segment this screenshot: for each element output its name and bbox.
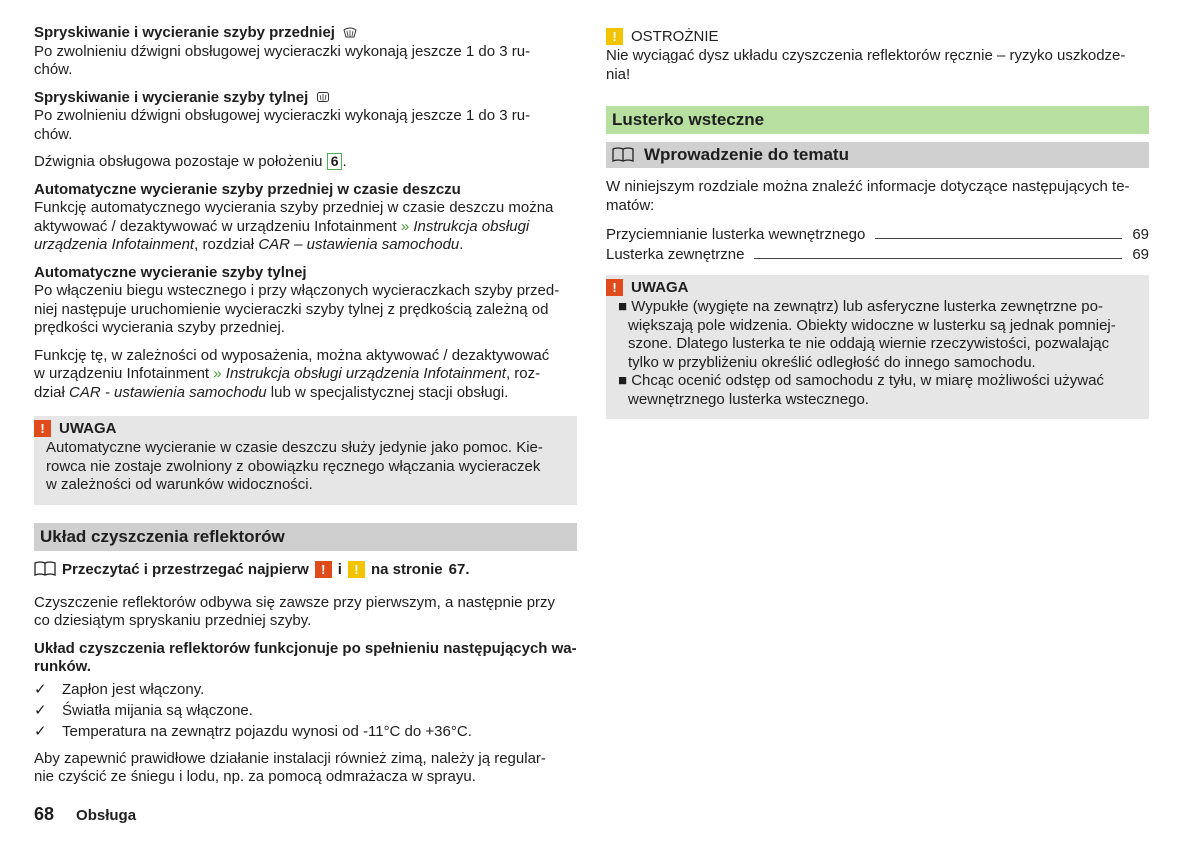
page-number: 68 <box>34 804 55 824</box>
warning-icon: ! <box>315 561 332 578</box>
func-text-2: , roz- dział <box>34 365 541 401</box>
front-wash-text: Po zwolnieniu dźwigni obsługowej wycieraczki wykonają jeszcze 1 do 3 ru- chów. <box>34 42 531 78</box>
caution-text: Nie wyciągać dysz układu czyszczenia reflektorów ręcznie – ryzyko uszkodze- nia! <box>606 47 1126 83</box>
condition-text: Temperatura na zewnątrz pojazdu wynosi od -11°C do +36°C. <box>62 722 472 740</box>
rain-arrow: » <box>396 217 414 235</box>
rain-text-2: , rozdział <box>194 236 259 253</box>
front-wash-heading <box>34 24 577 43</box>
toc-page: 69 <box>1132 226 1149 243</box>
rain-infotainment-link[interactable]: Instrukcja obsługi urządzenia Infotainment <box>34 217 530 253</box>
headlight-section-title: Układ czyszczenia reflektorów <box>34 523 577 551</box>
rain-note-header <box>34 420 565 437</box>
list-item <box>34 700 577 721</box>
book-icon <box>612 147 634 163</box>
toc-leader <box>754 258 1122 259</box>
toc-list <box>606 225 1149 265</box>
toc-page: 69 <box>1132 246 1149 263</box>
rain-wipe-heading: Automatyczne wycieranie szyby przedniej w czasie deszczu <box>34 180 461 198</box>
list-item: ■ Wypukłe (wygięte na zewnątrz) lub asferyczne lusterka zewnętrzne po- większają pole widzenia. Obiekty widoczne w lusterku są jednak pomniej- szone. Dlatego lusterka te nie oddają wiernie rzeczywistości, pozwalając tylko w przybliżeniu określić odległość do innego samochodu. <box>618 298 1116 371</box>
mirror-note-list <box>618 298 1137 409</box>
toc-label: Przyciemnianie lusterka wewnętrznego <box>606 226 866 243</box>
caution-icon: ! <box>606 28 623 45</box>
conditions-heading: Układ czyszczenia reflektorów funkcjonuje po spełnieniu następujących wa- runków. <box>34 639 577 675</box>
list-item <box>34 679 577 700</box>
list-item: ■ Chcąc ocenić odstęp od samochodu z tyłu, w miarę możliwości używać wewnętrznego lusterka wstecznego. <box>618 372 1104 408</box>
mirror-section-title: Lusterko wsteczne <box>606 106 1149 134</box>
check-icon: ✓ <box>34 701 47 719</box>
read-first-text: Przeczytać i przestrzegać najpierw <box>62 560 309 578</box>
rain-text-3: . <box>459 236 464 253</box>
read-first-line <box>34 561 577 578</box>
rear-wash-text: Po zwolnieniu dźwigni obsługowej wycieraczki wykonają jeszcze 1 do 3 ru- chów. <box>34 107 531 143</box>
intro-text: W niniejszym rozdziale można znaleźć informacje dotyczące następujących te- matów: <box>606 178 1130 214</box>
check-icon: ✓ <box>34 722 47 740</box>
caution-title: OSTROŻNIE <box>631 28 719 45</box>
read-and: i <box>337 560 342 578</box>
rear-auto-text: Po włączeniu biegu wstecznego i przy włączonych wycieraczkach szyby przed- niej następuje uruchomienie wycieraczki szyby tylnej z prędkością zależną od prędkości wycierania szyby przedniej. <box>34 282 560 336</box>
rain-note-text: Automatyczne wycieranie w czasie deszczu służy jedynie jako pomoc. Kie- rowca nie zostaje zwolniony z obowiązku ręcznego włączania wycieraczek w zależności od warunków widoczności. <box>46 439 543 493</box>
rain-note-box <box>34 416 577 505</box>
check-icon: ✓ <box>34 680 47 698</box>
toc-label: Lusterka zewnętrzne <box>606 246 745 263</box>
toc-row[interactable] <box>606 245 1149 265</box>
toc-leader <box>875 238 1122 239</box>
rain-car-settings-link[interactable]: CAR – ustawienia samochodu <box>258 236 460 253</box>
conditions-list <box>34 679 577 742</box>
book-icon <box>34 561 56 577</box>
lever-position-ref[interactable]: 6 <box>327 153 343 170</box>
func-text-1: Funkcję tę, w zależności od wyposażenia, można aktywować / dezaktywować w urządzeniu Infotainment <box>34 346 550 382</box>
function-activation-text <box>34 347 577 403</box>
list-item <box>34 721 577 742</box>
rain-wipe-text <box>34 199 577 255</box>
caution-icon: ! <box>348 561 365 578</box>
footer-section: Obsługa <box>76 807 137 824</box>
mirror-note-box <box>606 275 1149 419</box>
winter-text: Aby zapewnić prawidłowe działanie instalacji również zimą, należy ją regular- nie czyścić ze śniegu i lodu, np. za pomocą odmrażacza w sprayu. <box>34 749 546 785</box>
rear-wash-heading <box>34 89 577 108</box>
func-arrow: » <box>209 365 226 382</box>
intro-header <box>606 142 1149 168</box>
func-car-settings-link[interactable]: CAR - ustawienia samochodu <box>69 383 267 401</box>
caution-block <box>606 28 1149 84</box>
rain-note-title: UWAGA <box>59 420 117 437</box>
lever-text: Dźwignia obsługowa pozostaje w położeniu <box>34 153 323 170</box>
mirror-note-title: UWAGA <box>631 279 689 296</box>
page-footer <box>34 804 136 825</box>
left-column <box>34 24 577 787</box>
read-on-page: na stronie <box>370 560 443 578</box>
front-wash-heading-text: Spryskiwanie i wycieranie szyby przedniej <box>34 24 335 41</box>
condition-text: Zapłon jest włączony. <box>62 680 205 698</box>
headlight-clean-text: Czyszczenie reflektorów odbywa się zawsze przy pierwszym, a następnie przy co dziesiątym spryskaniu przedniej szyby. <box>34 593 556 629</box>
mirror-note-header <box>606 279 1137 296</box>
lever-position-text <box>34 153 577 172</box>
caution-header <box>606 28 1149 45</box>
rear-auto-heading: Automatyczne wycieranie szyby tylnej <box>34 263 307 281</box>
warning-icon: ! <box>34 420 51 437</box>
func-text-3: lub w specjalistycznej stacji obsługi. <box>266 383 509 401</box>
read-page-ref[interactable]: 67. <box>448 560 470 578</box>
condition-text: Światła mijania są włączone. <box>62 701 253 719</box>
front-washer-icon <box>343 26 357 39</box>
func-infotainment-link[interactable]: Instrukcja obsługi urządzenia Infotainment <box>225 365 506 382</box>
intro-title: Wprowadzenie do tematu <box>644 145 849 164</box>
warning-icon: ! <box>606 279 623 296</box>
rear-washer-icon <box>316 91 330 104</box>
rear-wash-heading-text: Spryskiwanie i wycieranie szyby tylnej <box>34 88 309 106</box>
lever-end: . <box>342 153 347 170</box>
right-column <box>606 24 1149 419</box>
toc-row[interactable] <box>606 225 1149 245</box>
rain-text-1: Funkcję automatycznego wycierania szyby przedniej w czasie deszczu można aktywować / dezaktywować w urządzeniu Infotainment <box>34 199 554 235</box>
